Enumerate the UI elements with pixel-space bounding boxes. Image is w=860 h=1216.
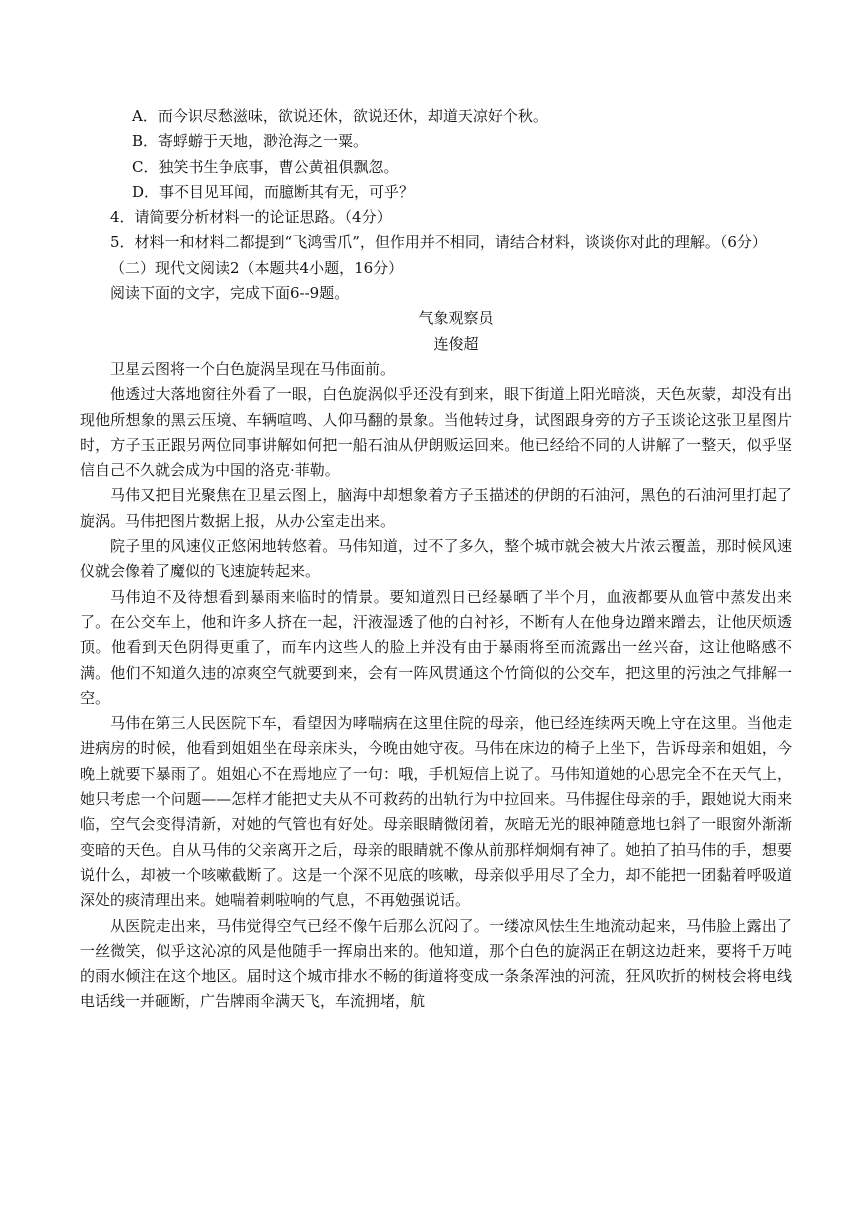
- option-a: A．而今识尽愁滋味，欲说还休，欲说还休，却道天凉好个秋。: [132, 107, 548, 125]
- article-paragraph-7: 从医院走出来，马伟觉得空气已经不像午后那么沉闷了。一缕凉风怯生生地流动起来，马伟脸上露出了一丝微笑，似乎这沁凉的风是他随手一挥扇出来的。他知道，那个白色的旋涡正在朝这边赶来，要将千万吨的雨水倾注在这个地区。届时这个城市排水不畅的街道将变成一条条浑浊的河流，狂风吹折的树枝会将电线电话线一并砸断，广告牌雨伞满天飞，车流拥堵，航: [80, 916, 792, 1011]
- option-b: B．寄蜉蝣于天地，渺沧海之一粟。: [132, 132, 369, 151]
- section-instruction: 阅读下面的文字，完成下面6--9题。: [110, 284, 350, 303]
- question-5: 5．材料一和材料二都提到“飞鸿雪爪”，但作用并不相同，请结合材料，谈谈你对此的理解。（6分）: [110, 233, 767, 252]
- question-4: 4．请简要分析材料一的论证思路。（4分）: [110, 208, 392, 227]
- option-d: D．事不目见耳闻，而臆断其有无，可乎？: [132, 182, 415, 201]
- article-author: 连俊超: [433, 334, 479, 353]
- section-heading: （二）现代文阅读2（本题共4小题，16分）: [110, 258, 404, 277]
- article-paragraph-1: 卫星云图将一个白色旋涡呈现在马伟面前。: [110, 359, 396, 378]
- article-paragraph-4: 院子里的风速仪正悠闲地转悠着。马伟知道，过不了多久，整个城市就会被大片浓云覆盖，那时候风速仪就会像着了魔似的飞速旋转起来。: [80, 537, 792, 581]
- exam-page: [80, 104, 792, 1015]
- article-paragraph-3: 马伟又把目光聚焦在卫星云图上，脑海中却想象着方子玉描述的伊朗的石油河，黑色的石油河里打起了旋涡。马伟把图片数据上报，从办公室走出来。: [80, 486, 792, 530]
- article-paragraph-2: 他透过大落地窗往外看了一眼，白色旋涡似乎还没有到来，眼下街道上阳光暗淡，天色灰蒙，却没有出现他所想象的黑云压境、车辆喧鸣、人仰马翻的景象。当他转过身，试图跟身旁的方子玉谈论这张卫星图片时，方子玉正跟另两位同事讲解如何把一船石油从伊朗贩运回来。他已经给不同的人讲解了一整天，似乎坚信自己不久就会成为中国的洛克·菲勒。: [80, 385, 792, 480]
- article-paragraph-6: 马伟在第三人民医院下车，看望因为哮喘病在这里住院的母亲，他已经连续两天晚上守在这里。当他走进病房的时候，他看到姐姐坐在母亲床头，今晚由她守夜。马伟在床边的椅子上坐下，告诉母亲和姐姐，今晚上就要下暴雨了。姐姐心不在焉地应了一句：哦，手机短信上说了。马伟知道她的心思完全不在天气上，她只考虑一个问题——怎样才能把丈夫从不可救药的出轨行为中拉回来。马伟握住母亲的手，跟她说大雨来临，空气会变得清新，对她的气管也有好处。母亲眼睛微闭着，灰暗无光的眼神随意地乜斜了一眼窗外渐渐变暗的天色。自从马伟的父亲离开之后，母亲的眼睛就不像从前那样炯炯有神了。她拍了拍马伟的手，想要说什么，却被一个咳嗽截断了。这是一个深不见底的咳嗽，母亲似乎用尽了全力，却不能把一团黏着呼吸道深处的痰清理出来。她喘着刺啦响的气息，不再勉强说话。: [80, 714, 792, 910]
- article-title: 气象观察员: [418, 309, 494, 328]
- option-c: C．独笑书生争底事，曹公黄祖俱飘忽。: [132, 157, 399, 176]
- article-paragraph-5: 马伟迫不及待想看到暴雨来临时的情景。要知道烈日已经暴晒了半个月，血液都要从血管中蒸发出来了。在公交车上，他和许多人挤在一起，汗液湿透了他的白衬衫，不断有人在他身边蹭来蹭去，让他厌烦透顶。他看到天色阴得更重了，而车内这些人的脸上并没有由于暴雨将至而流露出一丝兴奋，这让他略感不满。他们不知道久违的凉爽空气就要到来，会有一阵风贯通这个竹筒似的公交车，把这里的污浊之气排解一空。: [80, 587, 792, 707]
